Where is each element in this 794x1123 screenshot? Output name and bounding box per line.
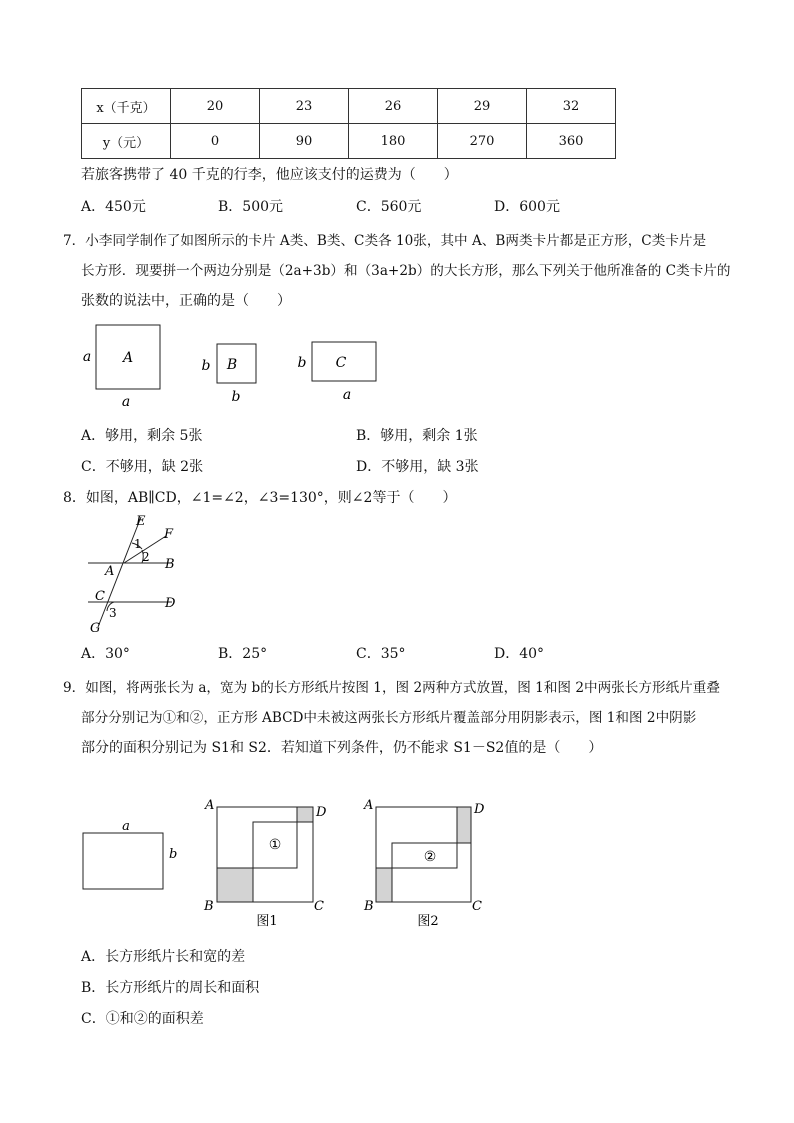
shade-right: [457, 807, 471, 843]
card-b-bottom-label: b: [231, 389, 241, 405]
figure-2: [363, 798, 485, 929]
value-table: [81, 88, 616, 159]
q7-option-c: C．不够用，缺 2张: [81, 459, 204, 475]
q6-option-c: C．560元: [356, 199, 422, 215]
angle-1-label: 1: [134, 537, 142, 551]
paper-rect: [83, 833, 163, 889]
q6-option-d: D．600元: [494, 199, 560, 215]
q9-option-b: B．长方形纸片的周长和面积: [81, 980, 260, 996]
card-c-bottom-label: a: [342, 387, 352, 403]
shade-left: [376, 868, 392, 902]
card-c-side-label: b: [297, 355, 307, 371]
card-c-label: C: [335, 355, 347, 371]
point-f-label: F: [164, 527, 174, 542]
paper-a-label: a: [122, 819, 130, 834]
q7-option-a: A．够用，剩余 5张: [81, 428, 203, 444]
card-a-label: A: [122, 350, 134, 366]
card-b-side-label: b: [201, 358, 211, 374]
q7-stem-line2: 长方形．现要拼一个两边分别是（2a+3b）和（3a+2b）的大长方形，那么下列关于他所准备的 C类卡片的: [81, 263, 731, 279]
paper-b-label: b: [169, 847, 178, 862]
fig1-caption: 图1: [256, 914, 278, 929]
fig2-caption: 图2: [417, 914, 439, 929]
overlap-1-label: ①: [268, 837, 282, 853]
q8-option-c: C．35°: [356, 646, 406, 662]
paper-2: [253, 822, 313, 902]
fig2-point-d: D: [474, 802, 485, 817]
q7-card-figure: [70, 315, 400, 410]
q8-option-b: B．25°: [218, 646, 268, 662]
q8-figure: [80, 510, 200, 635]
q8-stem: 8．如图，AB∥CD，∠1=∠2，∠3=130°，则∠2等于（ ）: [63, 490, 457, 506]
point-b-label: B: [165, 557, 175, 572]
table-cell: 270: [438, 124, 527, 159]
q6-stem: 若旅客携带了 40 千克的行李，他应该支付的运费为（ ）: [81, 167, 458, 183]
card-a-side-label: a: [82, 349, 92, 365]
q6-option-b: B．500元: [218, 199, 284, 215]
fig1-point-a: A: [205, 798, 215, 813]
table-cell: 180: [349, 124, 438, 159]
point-d-label: D: [165, 596, 176, 611]
table-cell: 23: [260, 89, 349, 124]
point-c-label: C: [95, 589, 105, 604]
card-b-label: B: [226, 357, 238, 373]
q8-option-d: D．40°: [494, 646, 545, 662]
overlap-2-label: ②: [423, 849, 437, 865]
fig2-point-b: B: [364, 899, 374, 914]
q9-stem-line3: 部分的面积分别记为 S1和 S2．若知道下列条件，仍不能求 S1－S2值的是（ ）: [81, 740, 603, 756]
fig1-point-d: D: [316, 805, 327, 820]
card-a-bottom-label: a: [121, 394, 131, 410]
q9-option-a: A．长方形纸片长和宽的差: [81, 949, 246, 965]
q9-option-c: C．①和②的面积差: [81, 1011, 204, 1027]
table-row: [82, 89, 616, 124]
angle-2-label: 2: [142, 550, 150, 564]
q7-option-b: B．够用，剩余 1张: [356, 428, 478, 444]
shade-top-right: [297, 807, 313, 822]
table-cell: y（元）: [82, 124, 171, 159]
fig1-point-b: B: [204, 899, 214, 914]
q6-option-a: A．450元: [81, 199, 146, 215]
angle-3-label: 3: [109, 606, 117, 620]
paper-1: [217, 807, 297, 868]
table-cell: 360: [527, 124, 616, 159]
point-a-label: A: [105, 564, 115, 579]
table-cell: 32: [527, 89, 616, 124]
q8-option-a: A．30°: [81, 646, 130, 662]
fig1-point-c: C: [314, 899, 324, 914]
q9-figure: [75, 795, 495, 935]
fig2-point-c: C: [472, 899, 482, 914]
q7-option-d: D．不够用，缺 3张: [356, 459, 479, 475]
q9-stem-line1: 9．如图，将两张长为 a，宽为 b的长方形纸片按图 1，图 2两种方式放置，图 1和图 2中两张长方形纸片重叠: [63, 680, 720, 696]
table-cell: 20: [171, 89, 260, 124]
q7-stem-line1: 7．小李同学制作了如图所示的卡片 A类、B类、C类各 10张，其中 A、B两类卡片都是正方形，C类卡片是: [63, 233, 707, 249]
table-row: [82, 124, 616, 159]
point-g-label: G: [90, 621, 101, 635]
table-cell: 29: [438, 89, 527, 124]
table-cell: 90: [260, 124, 349, 159]
q9-stem-line2: 部分分别记为①和②，正方形 ABCD中未被这两张长方形纸片覆盖部分用阴影表示，图 1和图 2中阴影: [81, 710, 697, 726]
shade-bottom-left: [217, 868, 253, 902]
table-cell: x（千克）: [82, 89, 171, 124]
point-e-label: E: [136, 514, 146, 529]
table-cell: 0: [171, 124, 260, 159]
paper-1b: [376, 807, 457, 868]
figure-1: [203, 798, 327, 929]
q7-stem-line3: 张数的说法中，正确的是（ ）: [81, 293, 291, 309]
fig2-point-a: A: [364, 798, 374, 813]
table-cell: 26: [349, 89, 438, 124]
